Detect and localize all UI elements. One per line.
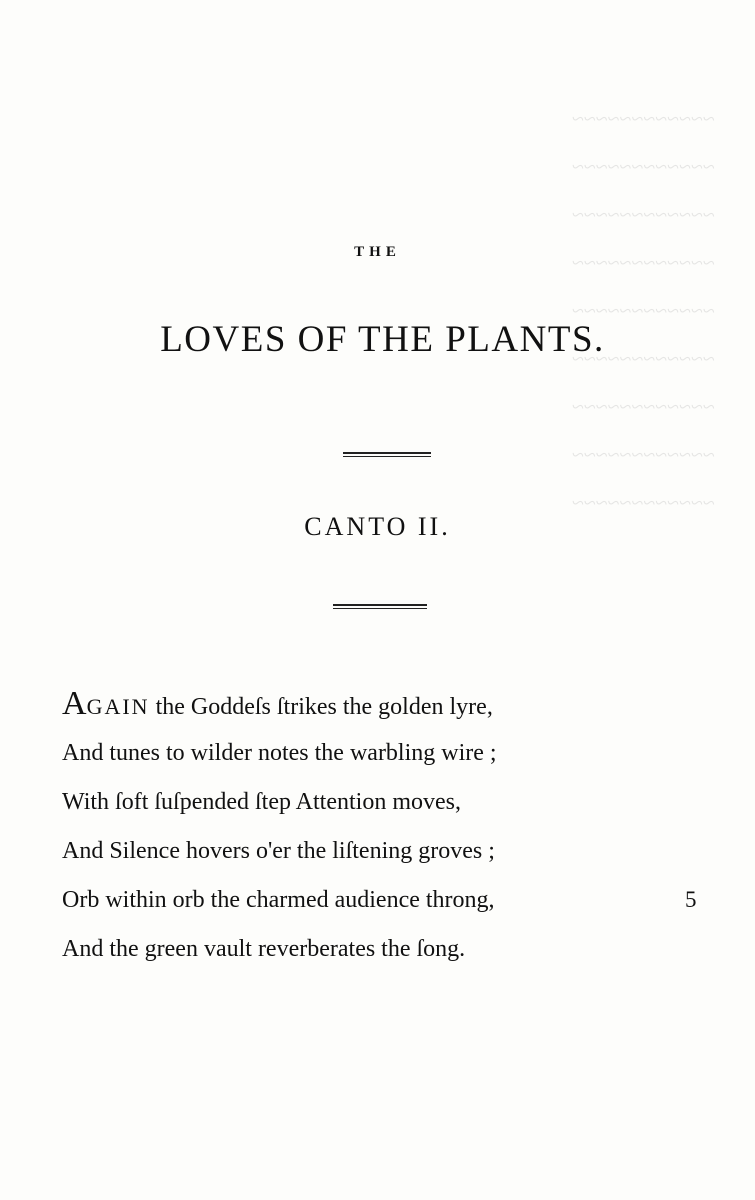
verse-line-5-text: Orb within orb the charmed audience throng,	[62, 887, 495, 913]
poem-verse	[62, 684, 712, 978]
drop-cap: A	[62, 685, 87, 722]
verse-line-2: And tunes to wilder notes the warbling wire ;	[62, 740, 497, 766]
canto-heading: CANTO II.	[304, 512, 451, 541]
verse-line-1-text: the Goddeſs ſtrikes the golden lyre,	[149, 694, 493, 720]
title-divider	[343, 452, 431, 458]
verse-line-1	[62, 684, 712, 733]
verse-line-5	[62, 880, 712, 929]
verse-line-4: And Silence hovers o'er the liſtening groves ;	[62, 838, 495, 864]
page-title: LOVES OF THE PLANTS.	[160, 319, 605, 360]
show-through-text: ~~~~~~~~~~~~ ~~~~~~~~~~~~ ~~~~~~~~~~~~ ~~~~~~~~~~~~ ~~~~~~~~~~~~ ~~~~~~~~~~~~ ~~~~~~~~~~~~ ~~~~~~~~~~~~ ~~~~~~~~~~~~	[572, 106, 715, 515]
verse-line-6: And the green vault reverberates the ſong.	[62, 936, 466, 962]
verse-line-3: With ſoft ſuſpended ſtep Attention moves,	[62, 789, 461, 815]
line-number: 5	[685, 887, 697, 912]
first-word-caps: GAIN	[86, 694, 150, 719]
header-the: THE	[354, 244, 401, 260]
canto-divider	[333, 604, 427, 610]
